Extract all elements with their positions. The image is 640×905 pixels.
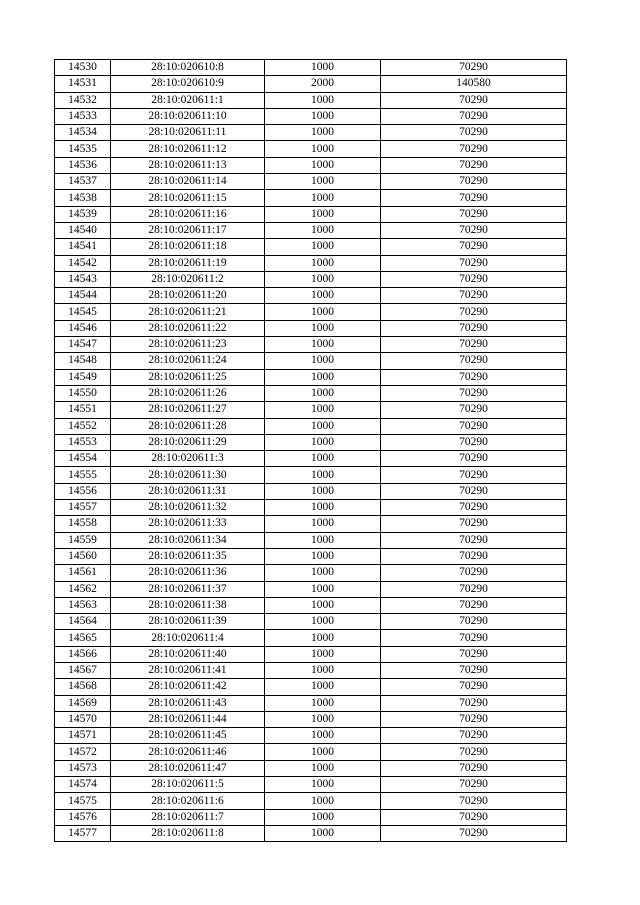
cadastral-number-cell: 28:10:020611:17 bbox=[111, 222, 265, 238]
row-number-cell: 14575 bbox=[55, 793, 111, 809]
row-number-cell: 14554 bbox=[55, 451, 111, 467]
table-row bbox=[55, 239, 567, 255]
cadastral-number-cell: 28:10:020611:40 bbox=[111, 646, 265, 662]
area-cell: 1000 bbox=[265, 793, 381, 809]
value-cell: 70290 bbox=[381, 434, 567, 450]
table-row bbox=[55, 369, 567, 385]
row-number-cell: 14565 bbox=[55, 630, 111, 646]
cadastral-number-cell: 28:10:020611:38 bbox=[111, 597, 265, 613]
area-cell: 1000 bbox=[265, 402, 381, 418]
cadastral-number-cell: 28:10:020611:19 bbox=[111, 255, 265, 271]
value-cell: 70290 bbox=[381, 532, 567, 548]
cadastral-number-cell: 28:10:020611:34 bbox=[111, 532, 265, 548]
row-number-cell: 14548 bbox=[55, 353, 111, 369]
row-number-cell: 14543 bbox=[55, 271, 111, 287]
value-cell: 70290 bbox=[381, 353, 567, 369]
value-cell: 70290 bbox=[381, 222, 567, 238]
cadastral-number-cell: 28:10:020610:9 bbox=[111, 76, 265, 92]
data-table bbox=[54, 59, 567, 842]
cadastral-number-cell: 28:10:020611:15 bbox=[111, 190, 265, 206]
row-number-cell: 14553 bbox=[55, 434, 111, 450]
row-number-cell: 14563 bbox=[55, 597, 111, 613]
table-row bbox=[55, 500, 567, 516]
cadastral-number-cell: 28:10:020611:12 bbox=[111, 141, 265, 157]
table-row bbox=[55, 125, 567, 141]
value-cell: 70290 bbox=[381, 679, 567, 695]
cadastral-number-cell: 28:10:020611:36 bbox=[111, 565, 265, 581]
row-number-cell: 14540 bbox=[55, 222, 111, 238]
row-number-cell: 14547 bbox=[55, 337, 111, 353]
row-number-cell: 14538 bbox=[55, 190, 111, 206]
value-cell: 70290 bbox=[381, 304, 567, 320]
cadastral-number-cell: 28:10:020611:29 bbox=[111, 434, 265, 450]
area-cell: 1000 bbox=[265, 728, 381, 744]
area-cell: 1000 bbox=[265, 385, 381, 401]
cadastral-number-cell: 28:10:020611:21 bbox=[111, 304, 265, 320]
table-row bbox=[55, 581, 567, 597]
area-cell: 1000 bbox=[265, 679, 381, 695]
table-row bbox=[55, 597, 567, 613]
area-cell: 1000 bbox=[265, 646, 381, 662]
row-number-cell: 14569 bbox=[55, 695, 111, 711]
area-cell: 1000 bbox=[265, 548, 381, 564]
area-cell: 1000 bbox=[265, 108, 381, 124]
value-cell: 70290 bbox=[381, 483, 567, 499]
cadastral-number-cell: 28:10:020611:26 bbox=[111, 385, 265, 401]
value-cell: 70290 bbox=[381, 369, 567, 385]
value-cell: 70290 bbox=[381, 385, 567, 401]
table-row bbox=[55, 206, 567, 222]
row-number-cell: 14537 bbox=[55, 174, 111, 190]
row-number-cell: 14541 bbox=[55, 239, 111, 255]
value-cell: 70290 bbox=[381, 467, 567, 483]
cadastral-number-cell: 28:10:020611:41 bbox=[111, 662, 265, 678]
cadastral-number-cell: 28:10:020611:47 bbox=[111, 760, 265, 776]
value-cell: 70290 bbox=[381, 500, 567, 516]
value-cell: 70290 bbox=[381, 581, 567, 597]
row-number-cell: 14572 bbox=[55, 744, 111, 760]
row-number-cell: 14573 bbox=[55, 760, 111, 776]
cadastral-number-cell: 28:10:020611:39 bbox=[111, 614, 265, 630]
row-number-cell: 14561 bbox=[55, 565, 111, 581]
cadastral-number-cell: 28:10:020611:16 bbox=[111, 206, 265, 222]
cadastral-number-cell: 28:10:020610:8 bbox=[111, 60, 265, 76]
row-number-cell: 14546 bbox=[55, 320, 111, 336]
row-number-cell: 14536 bbox=[55, 157, 111, 173]
cadastral-number-cell: 28:10:020611:2 bbox=[111, 271, 265, 287]
cadastral-number-cell: 28:10:020611:37 bbox=[111, 581, 265, 597]
table-row bbox=[55, 451, 567, 467]
row-number-cell: 14534 bbox=[55, 125, 111, 141]
area-cell: 1000 bbox=[265, 60, 381, 76]
value-cell: 70290 bbox=[381, 337, 567, 353]
value-cell: 70290 bbox=[381, 288, 567, 304]
value-cell: 70290 bbox=[381, 728, 567, 744]
row-number-cell: 14570 bbox=[55, 711, 111, 727]
area-cell: 1000 bbox=[265, 777, 381, 793]
row-number-cell: 14545 bbox=[55, 304, 111, 320]
table-row bbox=[55, 532, 567, 548]
cadastral-number-cell: 28:10:020611:13 bbox=[111, 157, 265, 173]
row-number-cell: 14568 bbox=[55, 679, 111, 695]
row-number-cell: 14559 bbox=[55, 532, 111, 548]
table-row bbox=[55, 760, 567, 776]
area-cell: 1000 bbox=[265, 630, 381, 646]
value-cell: 70290 bbox=[381, 695, 567, 711]
area-cell: 1000 bbox=[265, 353, 381, 369]
table-row bbox=[55, 222, 567, 238]
row-number-cell: 14557 bbox=[55, 500, 111, 516]
row-number-cell: 14551 bbox=[55, 402, 111, 418]
table-row bbox=[55, 271, 567, 287]
table-row bbox=[55, 646, 567, 662]
area-cell: 1000 bbox=[265, 141, 381, 157]
area-cell: 1000 bbox=[265, 825, 381, 841]
area-cell: 1000 bbox=[265, 711, 381, 727]
area-cell: 1000 bbox=[265, 483, 381, 499]
row-number-cell: 14530 bbox=[55, 60, 111, 76]
value-cell: 70290 bbox=[381, 157, 567, 173]
value-cell: 70290 bbox=[381, 630, 567, 646]
table-row bbox=[55, 60, 567, 76]
row-number-cell: 14533 bbox=[55, 108, 111, 124]
table-row bbox=[55, 190, 567, 206]
row-number-cell: 14560 bbox=[55, 548, 111, 564]
table-row bbox=[55, 662, 567, 678]
cadastral-number-cell: 28:10:020611:28 bbox=[111, 418, 265, 434]
row-number-cell: 14556 bbox=[55, 483, 111, 499]
cadastral-number-cell: 28:10:020611:1 bbox=[111, 92, 265, 108]
value-cell: 70290 bbox=[381, 565, 567, 581]
table-row bbox=[55, 76, 567, 92]
row-number-cell: 14571 bbox=[55, 728, 111, 744]
cadastral-number-cell: 28:10:020611:30 bbox=[111, 467, 265, 483]
table-row bbox=[55, 565, 567, 581]
cadastral-number-cell: 28:10:020611:7 bbox=[111, 809, 265, 825]
table-row bbox=[55, 304, 567, 320]
value-cell: 70290 bbox=[381, 60, 567, 76]
table-row bbox=[55, 711, 567, 727]
cadastral-number-cell: 28:10:020611:45 bbox=[111, 728, 265, 744]
row-number-cell: 14531 bbox=[55, 76, 111, 92]
value-cell: 70290 bbox=[381, 239, 567, 255]
row-number-cell: 14558 bbox=[55, 516, 111, 532]
table-row bbox=[55, 744, 567, 760]
value-cell: 70290 bbox=[381, 825, 567, 841]
table-row bbox=[55, 809, 567, 825]
cadastral-number-cell: 28:10:020611:35 bbox=[111, 548, 265, 564]
table-row bbox=[55, 92, 567, 108]
value-cell: 70290 bbox=[381, 271, 567, 287]
area-cell: 1000 bbox=[265, 255, 381, 271]
table-row bbox=[55, 385, 567, 401]
area-cell: 1000 bbox=[265, 581, 381, 597]
value-cell: 70290 bbox=[381, 809, 567, 825]
cadastral-number-cell: 28:10:020611:31 bbox=[111, 483, 265, 499]
area-cell: 1000 bbox=[265, 451, 381, 467]
table-row bbox=[55, 255, 567, 271]
cadastral-number-cell: 28:10:020611:4 bbox=[111, 630, 265, 646]
area-cell: 1000 bbox=[265, 125, 381, 141]
table-row bbox=[55, 728, 567, 744]
value-cell: 70290 bbox=[381, 662, 567, 678]
cadastral-number-cell: 28:10:020611:33 bbox=[111, 516, 265, 532]
area-cell: 1000 bbox=[265, 320, 381, 336]
table-row bbox=[55, 793, 567, 809]
value-cell: 70290 bbox=[381, 451, 567, 467]
table-row bbox=[55, 777, 567, 793]
cadastral-number-cell: 28:10:020611:6 bbox=[111, 793, 265, 809]
value-cell: 70290 bbox=[381, 174, 567, 190]
cadastral-number-cell: 28:10:020611:5 bbox=[111, 777, 265, 793]
area-cell: 1000 bbox=[265, 809, 381, 825]
value-cell: 70290 bbox=[381, 402, 567, 418]
area-cell: 1000 bbox=[265, 760, 381, 776]
table-row bbox=[55, 288, 567, 304]
value-cell: 70290 bbox=[381, 108, 567, 124]
row-number-cell: 14564 bbox=[55, 614, 111, 630]
value-cell: 70290 bbox=[381, 141, 567, 157]
value-cell: 70290 bbox=[381, 190, 567, 206]
table-row bbox=[55, 320, 567, 336]
cadastral-number-cell: 28:10:020611:11 bbox=[111, 125, 265, 141]
value-cell: 70290 bbox=[381, 92, 567, 108]
row-number-cell: 14549 bbox=[55, 369, 111, 385]
area-cell: 1000 bbox=[265, 695, 381, 711]
area-cell: 1000 bbox=[265, 662, 381, 678]
area-cell: 1000 bbox=[265, 565, 381, 581]
area-cell: 1000 bbox=[265, 288, 381, 304]
cadastral-number-cell: 28:10:020611:24 bbox=[111, 353, 265, 369]
value-cell: 70290 bbox=[381, 516, 567, 532]
row-number-cell: 14532 bbox=[55, 92, 111, 108]
area-cell: 1000 bbox=[265, 516, 381, 532]
area-cell: 1000 bbox=[265, 157, 381, 173]
cadastral-number-cell: 28:10:020611:10 bbox=[111, 108, 265, 124]
area-cell: 1000 bbox=[265, 532, 381, 548]
value-cell: 70290 bbox=[381, 125, 567, 141]
row-number-cell: 14535 bbox=[55, 141, 111, 157]
value-cell: 70290 bbox=[381, 255, 567, 271]
area-cell: 2000 bbox=[265, 76, 381, 92]
cadastral-number-cell: 28:10:020611:46 bbox=[111, 744, 265, 760]
area-cell: 1000 bbox=[265, 239, 381, 255]
table-row bbox=[55, 548, 567, 564]
cadastral-number-cell: 28:10:020611:23 bbox=[111, 337, 265, 353]
area-cell: 1000 bbox=[265, 467, 381, 483]
area-cell: 1000 bbox=[265, 206, 381, 222]
row-number-cell: 14577 bbox=[55, 825, 111, 841]
cadastral-number-cell: 28:10:020611:43 bbox=[111, 695, 265, 711]
table-row bbox=[55, 695, 567, 711]
table-row bbox=[55, 418, 567, 434]
cadastral-number-cell: 28:10:020611:25 bbox=[111, 369, 265, 385]
area-cell: 1000 bbox=[265, 434, 381, 450]
value-cell: 70290 bbox=[381, 760, 567, 776]
table-row bbox=[55, 402, 567, 418]
value-cell: 70290 bbox=[381, 597, 567, 613]
table-row bbox=[55, 141, 567, 157]
table-row bbox=[55, 353, 567, 369]
value-cell: 70290 bbox=[381, 744, 567, 760]
value-cell: 70290 bbox=[381, 793, 567, 809]
table-row bbox=[55, 467, 567, 483]
row-number-cell: 14544 bbox=[55, 288, 111, 304]
cadastral-number-cell: 28:10:020611:20 bbox=[111, 288, 265, 304]
cadastral-number-cell: 28:10:020611:27 bbox=[111, 402, 265, 418]
row-number-cell: 14550 bbox=[55, 385, 111, 401]
table-row bbox=[55, 337, 567, 353]
row-number-cell: 14555 bbox=[55, 467, 111, 483]
cadastral-number-cell: 28:10:020611:22 bbox=[111, 320, 265, 336]
table-row bbox=[55, 516, 567, 532]
area-cell: 1000 bbox=[265, 271, 381, 287]
area-cell: 1000 bbox=[265, 500, 381, 516]
area-cell: 1000 bbox=[265, 190, 381, 206]
area-cell: 1000 bbox=[265, 304, 381, 320]
area-cell: 1000 bbox=[265, 597, 381, 613]
row-number-cell: 14567 bbox=[55, 662, 111, 678]
area-cell: 1000 bbox=[265, 369, 381, 385]
cadastral-number-cell: 28:10:020611:32 bbox=[111, 500, 265, 516]
row-number-cell: 14539 bbox=[55, 206, 111, 222]
value-cell: 70290 bbox=[381, 614, 567, 630]
value-cell: 70290 bbox=[381, 548, 567, 564]
area-cell: 1000 bbox=[265, 418, 381, 434]
area-cell: 1000 bbox=[265, 337, 381, 353]
table-row bbox=[55, 825, 567, 841]
value-cell: 70290 bbox=[381, 206, 567, 222]
row-number-cell: 14542 bbox=[55, 255, 111, 271]
value-cell: 70290 bbox=[381, 777, 567, 793]
row-number-cell: 14566 bbox=[55, 646, 111, 662]
cadastral-number-cell: 28:10:020611:8 bbox=[111, 825, 265, 841]
table-row bbox=[55, 483, 567, 499]
cadastral-number-cell: 28:10:020611:18 bbox=[111, 239, 265, 255]
table-body bbox=[55, 60, 567, 842]
table-row bbox=[55, 174, 567, 190]
table-row bbox=[55, 108, 567, 124]
value-cell: 70290 bbox=[381, 646, 567, 662]
row-number-cell: 14574 bbox=[55, 777, 111, 793]
table-row bbox=[55, 434, 567, 450]
cadastral-number-cell: 28:10:020611:3 bbox=[111, 451, 265, 467]
row-number-cell: 14576 bbox=[55, 809, 111, 825]
area-cell: 1000 bbox=[265, 92, 381, 108]
cadastral-number-cell: 28:10:020611:42 bbox=[111, 679, 265, 695]
area-cell: 1000 bbox=[265, 174, 381, 190]
value-cell: 140580 bbox=[381, 76, 567, 92]
table-row bbox=[55, 614, 567, 630]
cadastral-number-cell: 28:10:020611:14 bbox=[111, 174, 265, 190]
row-number-cell: 14552 bbox=[55, 418, 111, 434]
area-cell: 1000 bbox=[265, 614, 381, 630]
table-row bbox=[55, 630, 567, 646]
area-cell: 1000 bbox=[265, 744, 381, 760]
cadastral-number-cell: 28:10:020611:44 bbox=[111, 711, 265, 727]
row-number-cell: 14562 bbox=[55, 581, 111, 597]
area-cell: 1000 bbox=[265, 222, 381, 238]
value-cell: 70290 bbox=[381, 418, 567, 434]
value-cell: 70290 bbox=[381, 711, 567, 727]
table-row bbox=[55, 679, 567, 695]
table-row bbox=[55, 157, 567, 173]
value-cell: 70290 bbox=[381, 320, 567, 336]
